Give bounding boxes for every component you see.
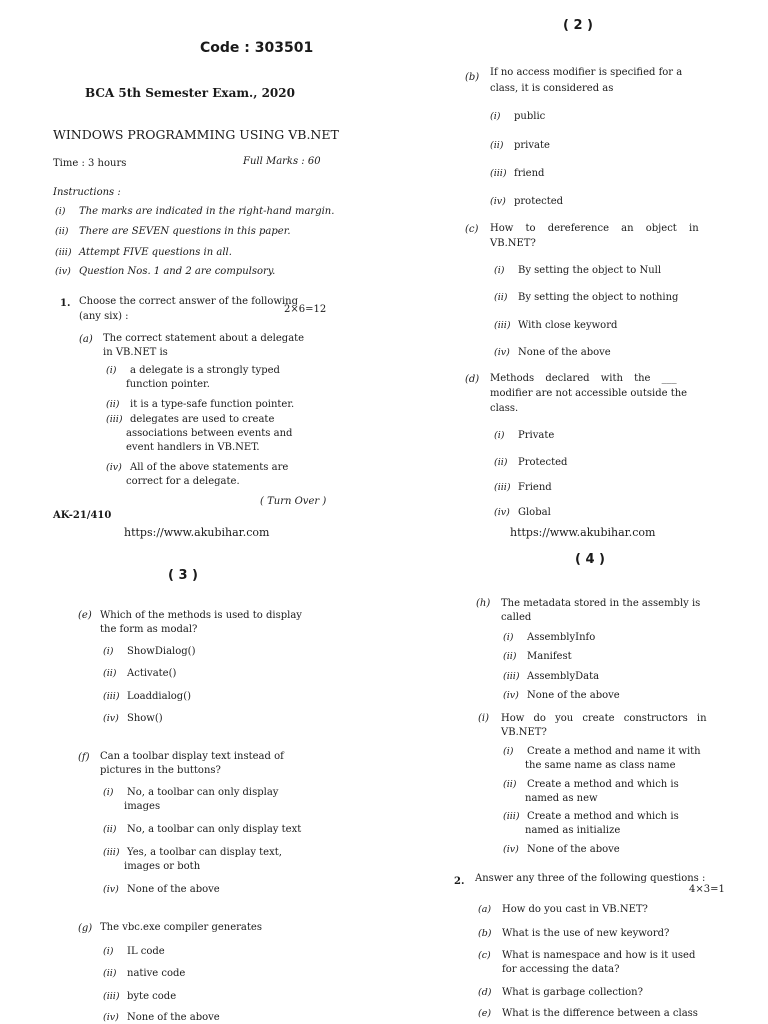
option-item: (i) By setting the object to Null xyxy=(494,265,662,276)
subquestion-text: class, it is considered as xyxy=(490,83,614,94)
page-number: ( 2 ) xyxy=(563,18,593,33)
option-item-cont: associations between events and xyxy=(126,428,293,439)
option-item: (iv) Global xyxy=(494,507,551,518)
instruction-item: (iv) Question Nos. 1 and 2 are compulsory. xyxy=(55,266,276,277)
option-item: (ii) Create a method and which is xyxy=(503,779,679,790)
time-label: Time : 3 hours xyxy=(53,158,127,169)
instruction-item: (i) The marks are indicated in the right-hand margin. xyxy=(55,206,335,217)
subquestion-text: VB.NET? xyxy=(501,727,547,738)
option-item: (ii) it is a type-safe function pointer. xyxy=(106,399,295,410)
option-item: (iv) None of the above xyxy=(103,884,220,895)
list-item-cont: for accessing the data? xyxy=(502,964,620,975)
option-item-cont: the same name as class name xyxy=(525,760,676,771)
option-item: (iv) None of the above xyxy=(103,1012,220,1023)
option-item: (iv) None of the above xyxy=(494,347,611,358)
option-item-cont: function pointer. xyxy=(126,379,210,390)
question-text: Answer any three of the following questions : xyxy=(475,873,706,884)
instruction-item: (ii) There are SEVEN questions in this paper. xyxy=(55,226,291,237)
option-item: (ii) native code xyxy=(103,968,186,979)
subquestion-text: Can a toolbar display text instead of xyxy=(100,751,284,762)
option-item-cont: images or both xyxy=(124,861,201,872)
option-item: (ii) private xyxy=(490,140,550,151)
subquestion-text: How do you create constructors in xyxy=(501,713,707,724)
option-item: (iii) With close keyword xyxy=(494,320,618,331)
subquestion-label: (a) xyxy=(79,334,93,345)
subquestion-text: pictures in the buttons? xyxy=(100,765,221,776)
page-number: ( 3 ) xyxy=(168,568,198,583)
option-item-cont: event handlers in VB.NET. xyxy=(126,442,260,453)
option-item: (i) Create a method and name it with xyxy=(503,746,701,757)
option-item-cont: images xyxy=(124,801,161,812)
option-item: (ii) Protected xyxy=(494,457,568,468)
subquestion-label: (c) xyxy=(465,224,479,235)
marks-label: 4×3=1 xyxy=(689,884,725,895)
page-number: ( 4 ) xyxy=(575,552,605,567)
option-item: (iv) All of the above statements are xyxy=(106,462,289,473)
subject-title: WINDOWS PROGRAMMING USING VB.NET xyxy=(53,127,339,142)
subquestion-text: The correct statement about a delegate xyxy=(103,333,305,344)
marks-label: 2×6=12 xyxy=(284,304,327,315)
subquestion-text: The vbc.exe compiler generates xyxy=(100,922,262,933)
option-item: (ii) Activate() xyxy=(103,668,177,679)
list-item: (a) How do you cast in VB.NET? xyxy=(478,904,648,915)
option-item: (iii) Loaddialog() xyxy=(103,691,192,702)
option-item: (iii) friend xyxy=(490,168,545,179)
list-item: (d) What is garbage collection? xyxy=(478,987,643,998)
subquestion-text: modifier are not accessible outside the xyxy=(490,388,688,399)
option-item: (iii) Create a method and which is xyxy=(503,811,679,822)
option-item: (ii) No, a toolbar can only display text xyxy=(103,824,302,835)
subquestion-text: Methods declared with the ___ xyxy=(490,373,677,384)
option-item: (iii) byte code xyxy=(103,991,177,1002)
subquestion-text: The metadata stored in the assembly is xyxy=(501,598,701,609)
subquestion-text: How to dereference an object in xyxy=(490,223,699,234)
option-item-cont: correct for a delegate. xyxy=(126,476,240,487)
option-item: (i) AssemblyInfo xyxy=(503,632,596,643)
option-item: (i) public xyxy=(490,111,546,122)
subquestion-text: VB.NET? xyxy=(490,238,536,249)
question-number: 2. xyxy=(454,876,465,887)
subquestion-text: class. xyxy=(490,403,519,414)
option-item: (iv) Show() xyxy=(103,713,163,724)
question-number: 1. xyxy=(60,298,71,309)
option-item: (iii) Friend xyxy=(494,482,552,493)
subquestion-label: (h) xyxy=(476,598,491,609)
list-item: (e) What is the difference between a class xyxy=(478,1008,698,1019)
subquestion-text: If no access modifier is specified for a xyxy=(490,67,683,78)
option-item: (iv) protected xyxy=(490,196,564,207)
question-text: (any six) : xyxy=(79,311,129,322)
exam-code: Code : 303501 xyxy=(200,40,314,56)
subquestion-text: in VB.NET is xyxy=(103,347,168,358)
footer-code: AK-21/410 xyxy=(53,510,112,521)
option-item-cont: named as initialize xyxy=(525,825,621,836)
footer-url: https://www.akubihar.com xyxy=(510,526,656,539)
option-item: (iii) AssemblyData xyxy=(503,671,600,682)
subquestion-label: (b) xyxy=(465,72,480,83)
option-item: (ii) By setting the object to nothing xyxy=(494,292,679,303)
footer-url: https://www.akubihar.com xyxy=(124,526,270,539)
full-marks-label: Full Marks : 60 xyxy=(243,156,321,167)
subquestion-text: the form as modal? xyxy=(100,624,198,635)
option-item: (i) ShowDialog() xyxy=(103,646,196,657)
list-item: (c) What is namespace and how is it used xyxy=(478,950,696,961)
option-item: (i) Private xyxy=(494,430,555,441)
exam-title: BCA 5th Semester Exam., 2020 xyxy=(85,86,295,100)
subquestion-label: (i) xyxy=(478,713,490,724)
option-item: (iii) delegates are used to create xyxy=(106,414,275,425)
subquestion-label: (d) xyxy=(465,374,480,385)
instructions-heading: Instructions : xyxy=(53,187,121,198)
question-text: Choose the correct answer of the following xyxy=(79,296,298,307)
turn-over-label: ( Turn Over ) xyxy=(260,496,327,507)
option-item: (i) IL code xyxy=(103,946,165,957)
option-item: (i) No, a toolbar can only display xyxy=(103,787,279,798)
option-item-cont: named as new xyxy=(525,793,598,804)
option-item: (iii) Yes, a toolbar can display text, xyxy=(103,847,282,858)
instruction-item: (iii) Attempt FIVE questions in all. xyxy=(55,247,232,258)
subquestion-label: (g) xyxy=(78,923,93,934)
option-item: (iv) None of the above xyxy=(503,844,620,855)
subquestion-label: (f) xyxy=(78,752,90,763)
subquestion-text: Which of the methods is used to display xyxy=(100,610,302,621)
subquestion-label: (e) xyxy=(78,610,92,621)
list-item: (b) What is the use of new keyword? xyxy=(478,928,670,939)
option-item: (iv) None of the above xyxy=(503,690,620,701)
option-item: (ii) Manifest xyxy=(503,651,572,662)
option-item: (i) a delegate is a strongly typed xyxy=(106,365,280,376)
subquestion-text: called xyxy=(501,612,532,623)
